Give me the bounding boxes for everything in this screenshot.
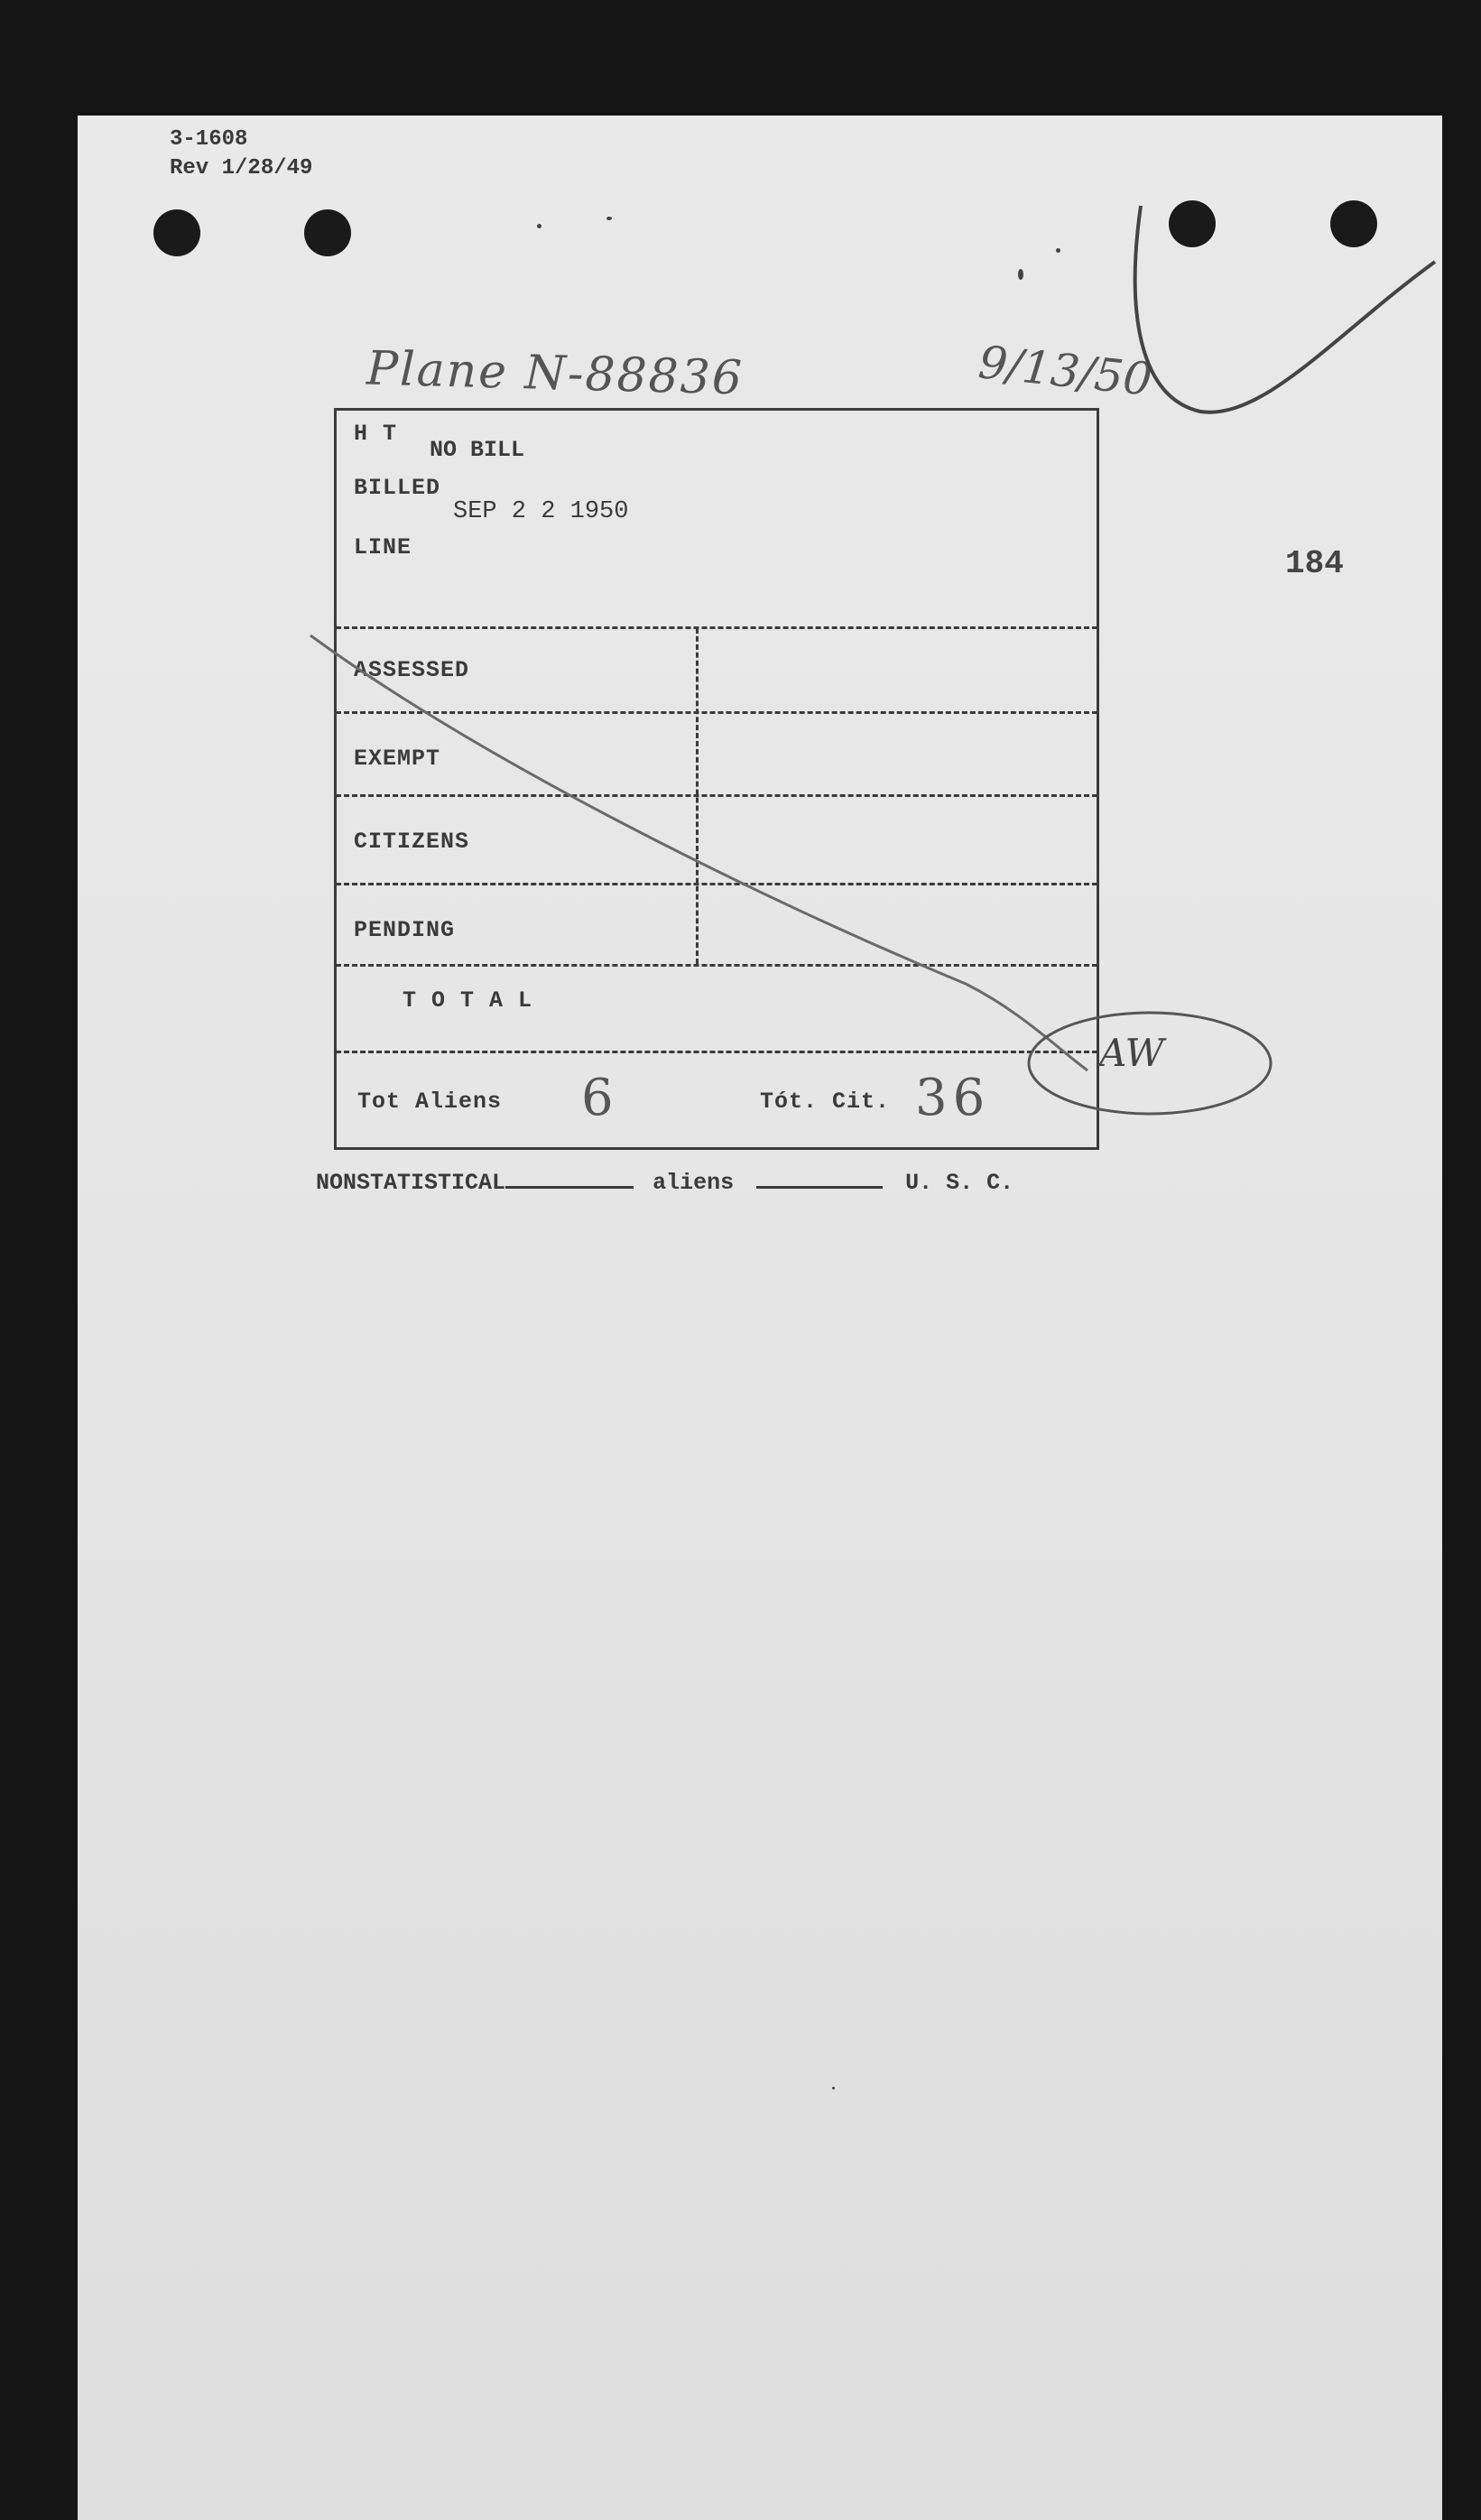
pen-stroke — [1119, 199, 1444, 424]
tot-aliens-value: 6 — [581, 1069, 614, 1127]
total-label: T O T A L — [403, 987, 533, 1014]
row-label-exempt: EXEMPT — [354, 746, 441, 772]
tot-cit-value: 36 — [915, 1069, 991, 1127]
page-number: 184 — [1285, 545, 1344, 582]
no-bill-stamp: NO BILL — [430, 437, 525, 463]
initials: AW — [1099, 1031, 1164, 1075]
handwritten-date: 9/13/50 — [976, 336, 1155, 406]
tot-cit-label: Tót. Cit. — [760, 1089, 891, 1115]
billed-label: BILLED — [354, 475, 441, 501]
form-revision: Rev 1/28/49 — [170, 156, 313, 181]
billed-date-stamp: SEP 2 2 1950 — [453, 498, 629, 525]
nonstatistical-label: NONSTATISTICAL — [316, 1170, 506, 1196]
row-label-pending: PENDING — [354, 917, 456, 943]
plane-number: Plane N-88836 — [366, 341, 745, 406]
punch-hole — [153, 209, 200, 256]
nonstatistical-line — [316, 1170, 1014, 1196]
punch-hole — [304, 209, 351, 256]
row-label-assessed: ASSESSED — [354, 657, 470, 683]
aliens-label: aliens — [653, 1170, 735, 1196]
h-t-label: H T — [354, 421, 398, 447]
usc-label: U. S. C. — [905, 1170, 1014, 1196]
row-label-citizens: CITIZENS — [354, 829, 470, 855]
tot-aliens-label: Tot Aliens — [357, 1089, 503, 1115]
line-label: LINE — [354, 534, 412, 561]
form-number: 3-1608 — [170, 127, 248, 152]
